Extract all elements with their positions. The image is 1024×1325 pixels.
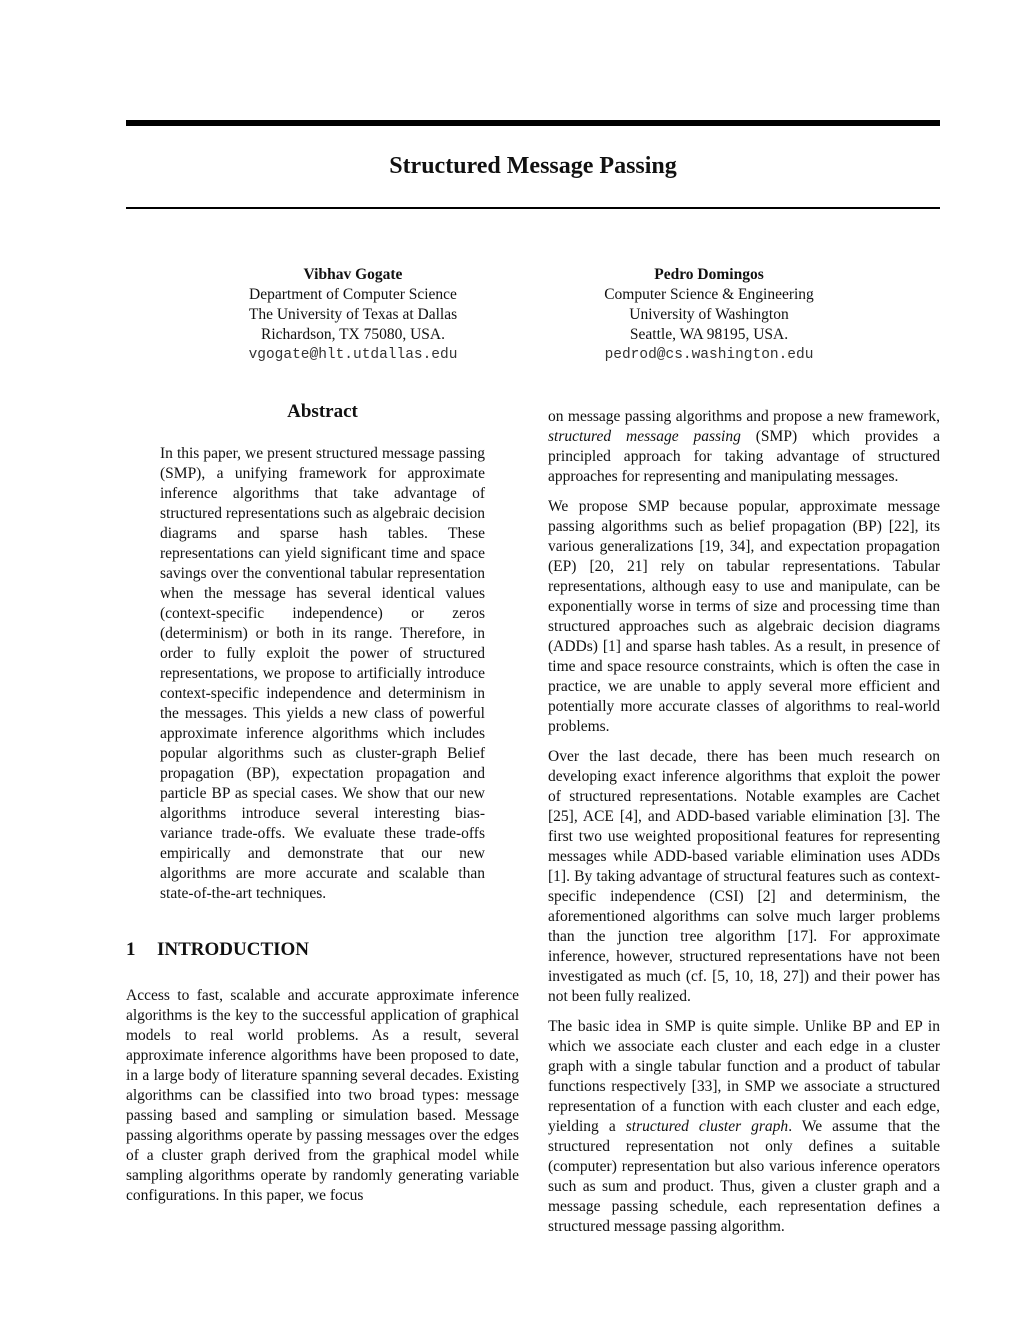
section-title: INTRODUCTION (157, 939, 310, 960)
paragraph-text: The basic idea in SMP is quite simple. Unlike BP and EP in which we associate each cluster and each edge in a cluster graph with a single tabular function and a product of tabular functions respectively [33], in SMP we associate a structured representation of a function with each cluster and each edge, yielding a (548, 1018, 940, 1135)
author-name: Pedro Domingos (654, 266, 764, 283)
author-name: Vibhav Gogate (303, 266, 403, 283)
author-affiliation-line: The University of Texas at Dallas (248, 306, 458, 323)
section-number: 1 (126, 939, 136, 960)
author-block-gogate (188, 265, 518, 365)
author-affiliation-line: Richardson, TX 75080, USA. (261, 326, 445, 343)
intro-paragraph-1: Access to fast, scalable and accurate approximate inference algorithms is the key to the successful application of graphical models to real world problems. As a result, several approximate inference algorithms have been proposed to date, in a large body of literature spanning several decades. Existing algorithms can be classified into two broad types: message passing based and sampling or simulation based. Message passing algorithms operate by passing messages over the edges of a cluster graph derived from the graphical model while sampling algorithms operate by randomly generating variable configurations. In this paper, we focus (126, 987, 519, 1204)
left-column (126, 400, 519, 1206)
author-affiliation-line: Computer Science & Engineering (604, 286, 814, 303)
author-affiliation-line: University of Washington (629, 306, 789, 323)
abstract-text: In this paper, we present structured message passing (SMP), a unifying framework for approximate inference algorithms that take advantage of structured representations such as algebraic decision diagrams and sparse hash tables. These representations can yield significant time and space savings over the conventional tabular representation when the message has several identical values (context-specific independence) or zeros (determinism) or both in its range. Therefore, in order to fully exploit the power of structured representations, we propose to artificially introduce context-specific independence and determinism in the messages. This yields a new class of powerful approximate inference algorithms which includes popular algorithms such as cluster-graph Belief propagation (BP), expectation propagation and particle BP as special cases. We show that our new algorithms introduce several interesting bias-variance trade-offs. We evaluate these trade-offs empirically and demonstrate that our new algorithms are more accurate and scalable than state-of-the-art techniques. (160, 445, 485, 902)
title-rule-top (126, 120, 940, 126)
emphasized-term: structured cluster graph (625, 1118, 789, 1135)
author-email: vgogate@hlt.utdallas.edu (248, 347, 458, 363)
author-affiliation-line: Department of Computer Science (249, 286, 457, 303)
right-column (548, 407, 940, 1247)
paragraph-text: on message passing algorithms and propose a new framework, (548, 408, 940, 425)
paper-title: Structured Message Passing (389, 153, 677, 179)
abstract-heading: Abstract (287, 401, 358, 422)
intro-paragraph-4 (548, 1017, 940, 1237)
title-rule-bottom (126, 207, 940, 209)
intro-paragraph-3: Over the last decade, there has been much research on developing exact inference algorithms that exploit the power of structured representations. Notable examples are Cachet [25], ACE [4], and ADD-based variable elimination [3]. The first two use weighted propositional features for representing messages while ADD-based variable elimination uses ADDs [1]. By taking advantage of structural features such as context-specific independence (CSI) [2] and determinism, the aforementioned algorithms can solve much larger problems than the junction tree algorithm [17]. For approximate inference, however, structured representations have not been investigated as much (cf. [5, 10, 18, 27]) and their power has not been fully realized. (548, 748, 940, 1005)
paragraph-text: (SMP) which provides a principled approach for taking advantage of structured approaches for representing and manipulating messages. (548, 428, 940, 485)
paragraph-text: . We assume that the structured representation not only defines a suitable (computer) representation but also various inference operators such as sum and product. Thus, given a cluster graph and a message passing schedule, each representation defines a structured message passing algorithm. (548, 1118, 940, 1235)
intro-paragraph-2: We propose SMP because popular, approximate message passing algorithms such as belief propagation (BP) [22], its various generalizations [19, 34], and expectation propagation (EP) [20, 21] rely on tabular representations. Tabular representations, although easy to use and manipulate, can be exponentially worse in terms of size and processing time than structured approaches such as algebraic decision diagrams (ADDs) [1] and sparse hash tables. As a result, in presence of time and space resource constraints, which is often the case in practice, we are unable to apply several more efficient and potentially more accurate classes of algorithms to real-world problems. (548, 498, 940, 735)
emphasized-term: structured message passing (548, 428, 741, 445)
author-affiliation-line: Seattle, WA 98195, USA. (629, 326, 789, 343)
author-email: pedrod@cs.washington.edu (604, 347, 814, 363)
section-heading-introduction (126, 938, 519, 962)
intro-paragraph-1-continued (548, 407, 940, 487)
author-block-domingos (544, 265, 874, 365)
